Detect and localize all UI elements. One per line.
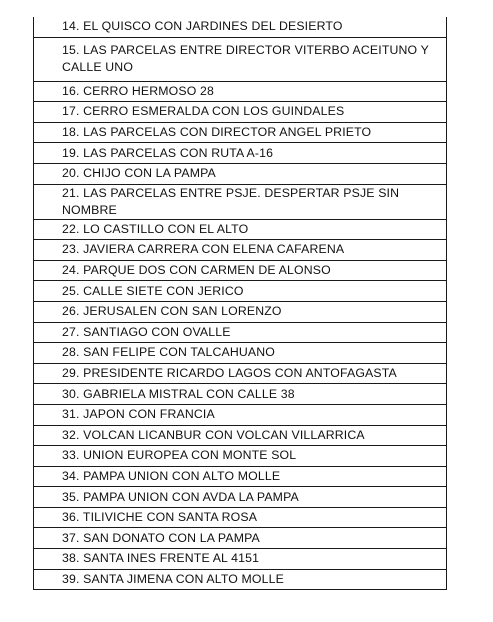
item-number: 22.	[62, 221, 80, 236]
list-item	[34, 446, 447, 467]
item-text: JERUSALEN CON SAN LORENZO	[83, 304, 282, 319]
item-text: JAPON CON FRANCIA	[83, 407, 215, 422]
list-item	[34, 260, 447, 281]
item-number: 25.	[62, 283, 80, 298]
item-number: 18.	[62, 125, 80, 140]
item-number: 20.	[62, 166, 80, 181]
table-row	[34, 343, 447, 364]
list-item	[34, 363, 447, 384]
item-text: TILIVICHE CON SANTA ROSA	[82, 510, 258, 525]
item-text: SAN FELIPE CON TALCAHUANO	[83, 345, 276, 360]
table-row	[34, 528, 447, 549]
table-row	[34, 322, 447, 343]
item-text: UNION EUROPEA CON MONTE SOL	[83, 448, 297, 463]
item-text: LAS PARCELAS ENTRE PSJE. DESPERTAR PSJE SIN NOMBRE	[62, 185, 400, 217]
table-row	[34, 219, 447, 240]
item-number: 23.	[62, 242, 80, 257]
list-item	[34, 466, 447, 487]
item-number: 26.	[62, 304, 80, 319]
item-text: LO CASTILLO CON EL ALTO	[83, 221, 249, 236]
item-text: PAMPA UNION CON ALTO MOLLE	[83, 468, 281, 483]
list-item	[34, 549, 447, 570]
list-item	[34, 184, 447, 219]
table-row	[34, 425, 447, 446]
item-number: 29.	[62, 366, 80, 381]
item-text: VOLCAN LICANBUR CON VOLCAN VILLARRICA	[83, 427, 365, 442]
item-number: 17.	[62, 104, 80, 119]
list-item	[34, 528, 447, 549]
item-number: 37.	[62, 530, 80, 545]
item-number: 19.	[62, 145, 80, 160]
table-row	[34, 102, 447, 123]
table-row	[34, 240, 447, 261]
item-text: LAS PARCELAS CON RUTA A-16	[83, 145, 274, 160]
table-row	[34, 569, 447, 590]
item-text: GABRIELA MISTRAL CON CALLE 38	[83, 386, 295, 401]
item-number: 16.	[62, 83, 80, 98]
list-item	[34, 163, 447, 184]
item-text: SANTA JIMENA CON ALTO MOLLE	[83, 571, 284, 586]
table-row	[34, 281, 447, 302]
table-row	[34, 184, 447, 219]
table-row	[34, 363, 447, 384]
list-item	[34, 281, 447, 302]
item-number: 27.	[62, 324, 80, 339]
list-item	[34, 301, 447, 322]
list-item	[34, 37, 447, 81]
item-text: CHIJO CON LA PAMPA	[83, 166, 216, 181]
item-text: LAS PARCELAS CON DIRECTOR ANGEL PRIETO	[83, 125, 372, 140]
list-item	[34, 219, 447, 240]
list-item	[34, 240, 447, 261]
table-row	[34, 260, 447, 281]
table-row	[34, 384, 447, 405]
item-text: SANTIAGO CON OVALLE	[83, 324, 231, 339]
item-number: 32.	[62, 427, 80, 442]
item-text: PRESIDENTE RICARDO LAGOS CON ANTOFAGASTA	[83, 366, 397, 381]
item-number: 28.	[62, 345, 80, 360]
list-item	[34, 507, 447, 528]
list-item	[34, 425, 447, 446]
list-item	[34, 102, 447, 123]
table-row	[34, 37, 447, 81]
table-row	[34, 163, 447, 184]
list-item	[34, 143, 447, 164]
item-number: 34.	[62, 468, 80, 483]
item-number: 21.	[62, 185, 80, 200]
item-number: 33.	[62, 448, 80, 463]
table-row	[34, 81, 447, 102]
item-text: LAS PARCELAS ENTRE DIRECTOR VITERBO ACEITUNO Y CALLE UNO	[62, 42, 429, 74]
list-item	[34, 404, 447, 425]
item-number: 24.	[62, 263, 80, 278]
item-text: EL QUISCO CON JARDINES DEL DESIERTO	[83, 19, 343, 34]
item-number: 35.	[62, 489, 80, 504]
table-row	[34, 466, 447, 487]
item-text: CERRO HERMOSO 28	[83, 83, 214, 98]
table-row	[34, 17, 447, 37]
item-text: JAVIERA CARRERA CON ELENA CAFARENA	[83, 242, 345, 257]
list-item	[34, 343, 447, 364]
table-row	[34, 404, 447, 425]
item-text: PARQUE DOS CON CARMEN DE ALONSO	[83, 263, 331, 278]
item-number: 31.	[62, 407, 80, 422]
table-row	[34, 549, 447, 570]
item-text: SAN DONATO CON LA PAMPA	[83, 530, 260, 545]
table-row	[34, 143, 447, 164]
table-row	[34, 507, 447, 528]
location-list-table	[33, 17, 447, 590]
table-row	[34, 446, 447, 467]
item-number: 30.	[62, 386, 80, 401]
list-item	[34, 569, 447, 590]
list-item	[34, 17, 447, 37]
item-text: SANTA INES FRENTE AL 4151	[83, 551, 260, 566]
table-row	[34, 487, 447, 508]
item-number: 36.	[62, 510, 80, 525]
item-number: 38.	[62, 551, 80, 566]
list-item	[34, 487, 447, 508]
list-item	[34, 322, 447, 343]
item-text: CERRO ESMERALDA CON LOS GUINDALES	[83, 104, 345, 119]
item-number: 14.	[62, 19, 80, 34]
table-row	[34, 122, 447, 143]
item-text: CALLE SIETE CON JERICO	[83, 283, 244, 298]
list-item	[34, 81, 447, 102]
table-row	[34, 301, 447, 322]
list-item	[34, 122, 447, 143]
item-number: 15.	[62, 42, 80, 57]
list-item	[34, 384, 447, 405]
item-text: PAMPA UNION CON AVDA LA PAMPA	[83, 489, 299, 504]
item-number: 39.	[62, 571, 80, 586]
